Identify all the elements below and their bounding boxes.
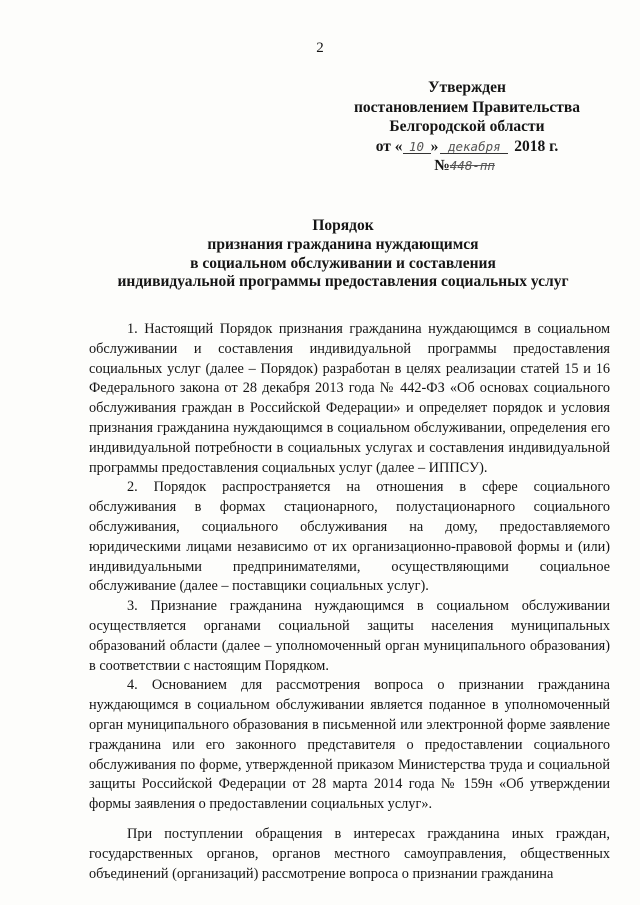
number-prefix: № [434, 157, 450, 174]
approval-line-approved: Утвержден [428, 79, 506, 96]
date-day: 10 [403, 140, 431, 154]
approval-date-line [336, 137, 598, 157]
date-mid: » [430, 137, 439, 155]
title-line-1: Порядок [312, 217, 374, 234]
approval-line-resolution: постановлением Правительства [353, 98, 581, 116]
paragraph-3: 3. Признание гражданина нуждающимся в социальном обслуживании осуществляется органами социальной защиты населения муниципальных образований области (далее – уполномоченный орган муниципального образования) в соответствии с настоящим Порядком. [89, 598, 610, 674]
title-line-2: признания гражданина нуждающимся [207, 235, 479, 253]
page-number: 2 [316, 40, 324, 56]
title-line-4: индивидуальной программы предоставления социальных услуг [117, 273, 569, 291]
date-year: 2018 г. [514, 137, 559, 155]
document-body [89, 320, 610, 884]
paragraph-2: 2. Порядок распространяется на отношения в сфере социального обслуживания в формах стационарного, полустационарного социального обслуживания, социального обслуживания на дому, предоставляемого юридическими лицами независимо от их организационно-правовой формы и (или) индивидуальными предпринимателями, осуществляющими социальное обслуживание (далее – поставщики социальных услуг). [89, 479, 610, 595]
approval-block [336, 78, 598, 176]
date-prefix: от « [375, 137, 403, 155]
document-title [86, 217, 600, 292]
paragraph-1: 1. Настоящий Порядок признания гражданина нуждающимся в социальном обслуживании и составления индивидуальной программы предоставления социальных услуг (далее – Порядок) разработан в целях реализации статей 15 и 16 Федерального закона от 28 декабря 2013 года № 442-ФЗ «Об основах социального обслуживания граждан в Российской Федерации» и определяет порядок и условия признания гражданина нуждающимся в социальном обслуживании, определения его индивидуальной потребности в социальных услугах и составления индивидуальной программы предоставления социальных услуг (далее – ИППСУ). [89, 321, 610, 476]
paragraph-5: При поступлении обращения в интересах гражданина иных граждан, государственных органов, органов местного самоуправления, общественных объединений (организаций) рассмотрение вопроса о признании гражданина [89, 825, 610, 882]
approval-number-line [336, 156, 598, 176]
approval-line-region: Белгородской области [389, 118, 545, 135]
paragraph-4: 4. Основанием для рассмотрения вопроса о признании гражданина нуждающимся в социальном обслуживании является поданное в уполномоченный орган муниципального образования в письменной или электронной форме заявление гражданина или его законного представителя о предоставлении социального обслуживания по форме, утвержденной приказом Министерства труда и социальной защиты Российской Федерации от 28 марта 2014 года № 159н «Об утверждении формы заявления о предоставлении социальных услуг». [89, 677, 610, 813]
title-line-3: в социальном обслуживании и составления [190, 254, 496, 272]
document-number: 448-пп [449, 158, 495, 173]
date-month: декабря [440, 140, 508, 154]
